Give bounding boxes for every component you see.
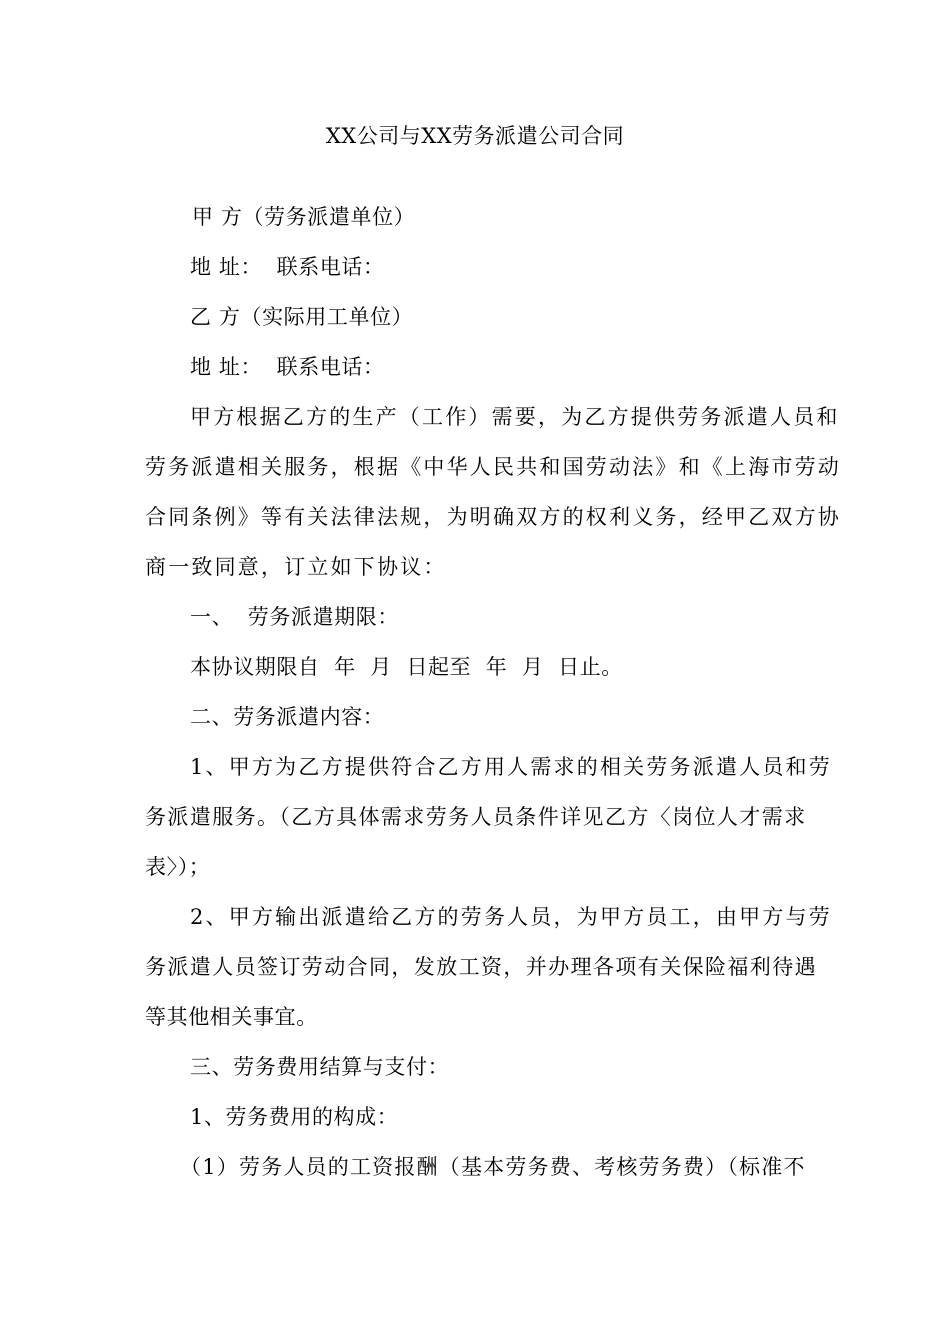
section-3-heading: 三、劳务费用结算与支付： xyxy=(190,1055,450,1079)
section-2-item-1-line-3: 表〉）； xyxy=(145,855,211,879)
party-a-address: 地 址： 联系电话： xyxy=(190,255,385,279)
section-2-item-2-line-1: 2、甲方输出派遣给乙方的劳务人员，为甲方员工，由甲方与劳 xyxy=(190,905,832,929)
preamble-line-1: 甲方根据乙方的生产（工作）需要，为乙方提供劳务派遣人员和 xyxy=(190,405,840,429)
preamble-line-2: 劳务派遣相关服务，根据《中华人民共和国劳动法》和《上海市劳动 xyxy=(145,455,841,479)
section-1-heading: 一、 劳务派遣期限： xyxy=(190,605,399,629)
party-b-label: 乙 方（实际用工单位） xyxy=(190,305,414,329)
section-2-item-2-line-2: 务派遣人员签订劳动合同，发放工资，并办理各项有关保险福利待遇 xyxy=(145,955,817,979)
section-2-item-2-line-3: 等其他相关事宜。 xyxy=(145,1005,318,1029)
preamble-line-4: 商一致同意，订立如下协议： xyxy=(145,555,447,579)
section-3-item-1: 1、劳务费用的构成： xyxy=(190,1105,399,1129)
party-a-label: 甲 方（劳务派遣单位） xyxy=(192,205,416,229)
party-b-address: 地 址： 联系电话： xyxy=(190,355,385,379)
preamble-line-3: 合同条例》等有关法律法规，为明确双方的权利义务，经甲乙双方协 xyxy=(145,505,841,529)
section-1-term: 本协议期限自 年 月 日起至 年 月 日止。 xyxy=(190,655,623,679)
section-2-heading: 二、劳务派遣内容： xyxy=(190,705,385,729)
section-3-item-1-sub-1: （1）劳务人员的工资报酬（基本劳务费、考核劳务费）（标准不 xyxy=(180,1155,806,1179)
document-title: XX公司与XX劳务派遣公司合同 xyxy=(325,124,625,148)
section-2-item-1-line-2: 务派遣服务。（乙方具体需求劳务人员条件详见乙方〈岗位人才需求 xyxy=(145,805,807,829)
section-2-item-1-line-1: 1、甲方为乙方提供符合乙方用人需求的相关劳务派遣人员和劳 xyxy=(190,755,832,779)
